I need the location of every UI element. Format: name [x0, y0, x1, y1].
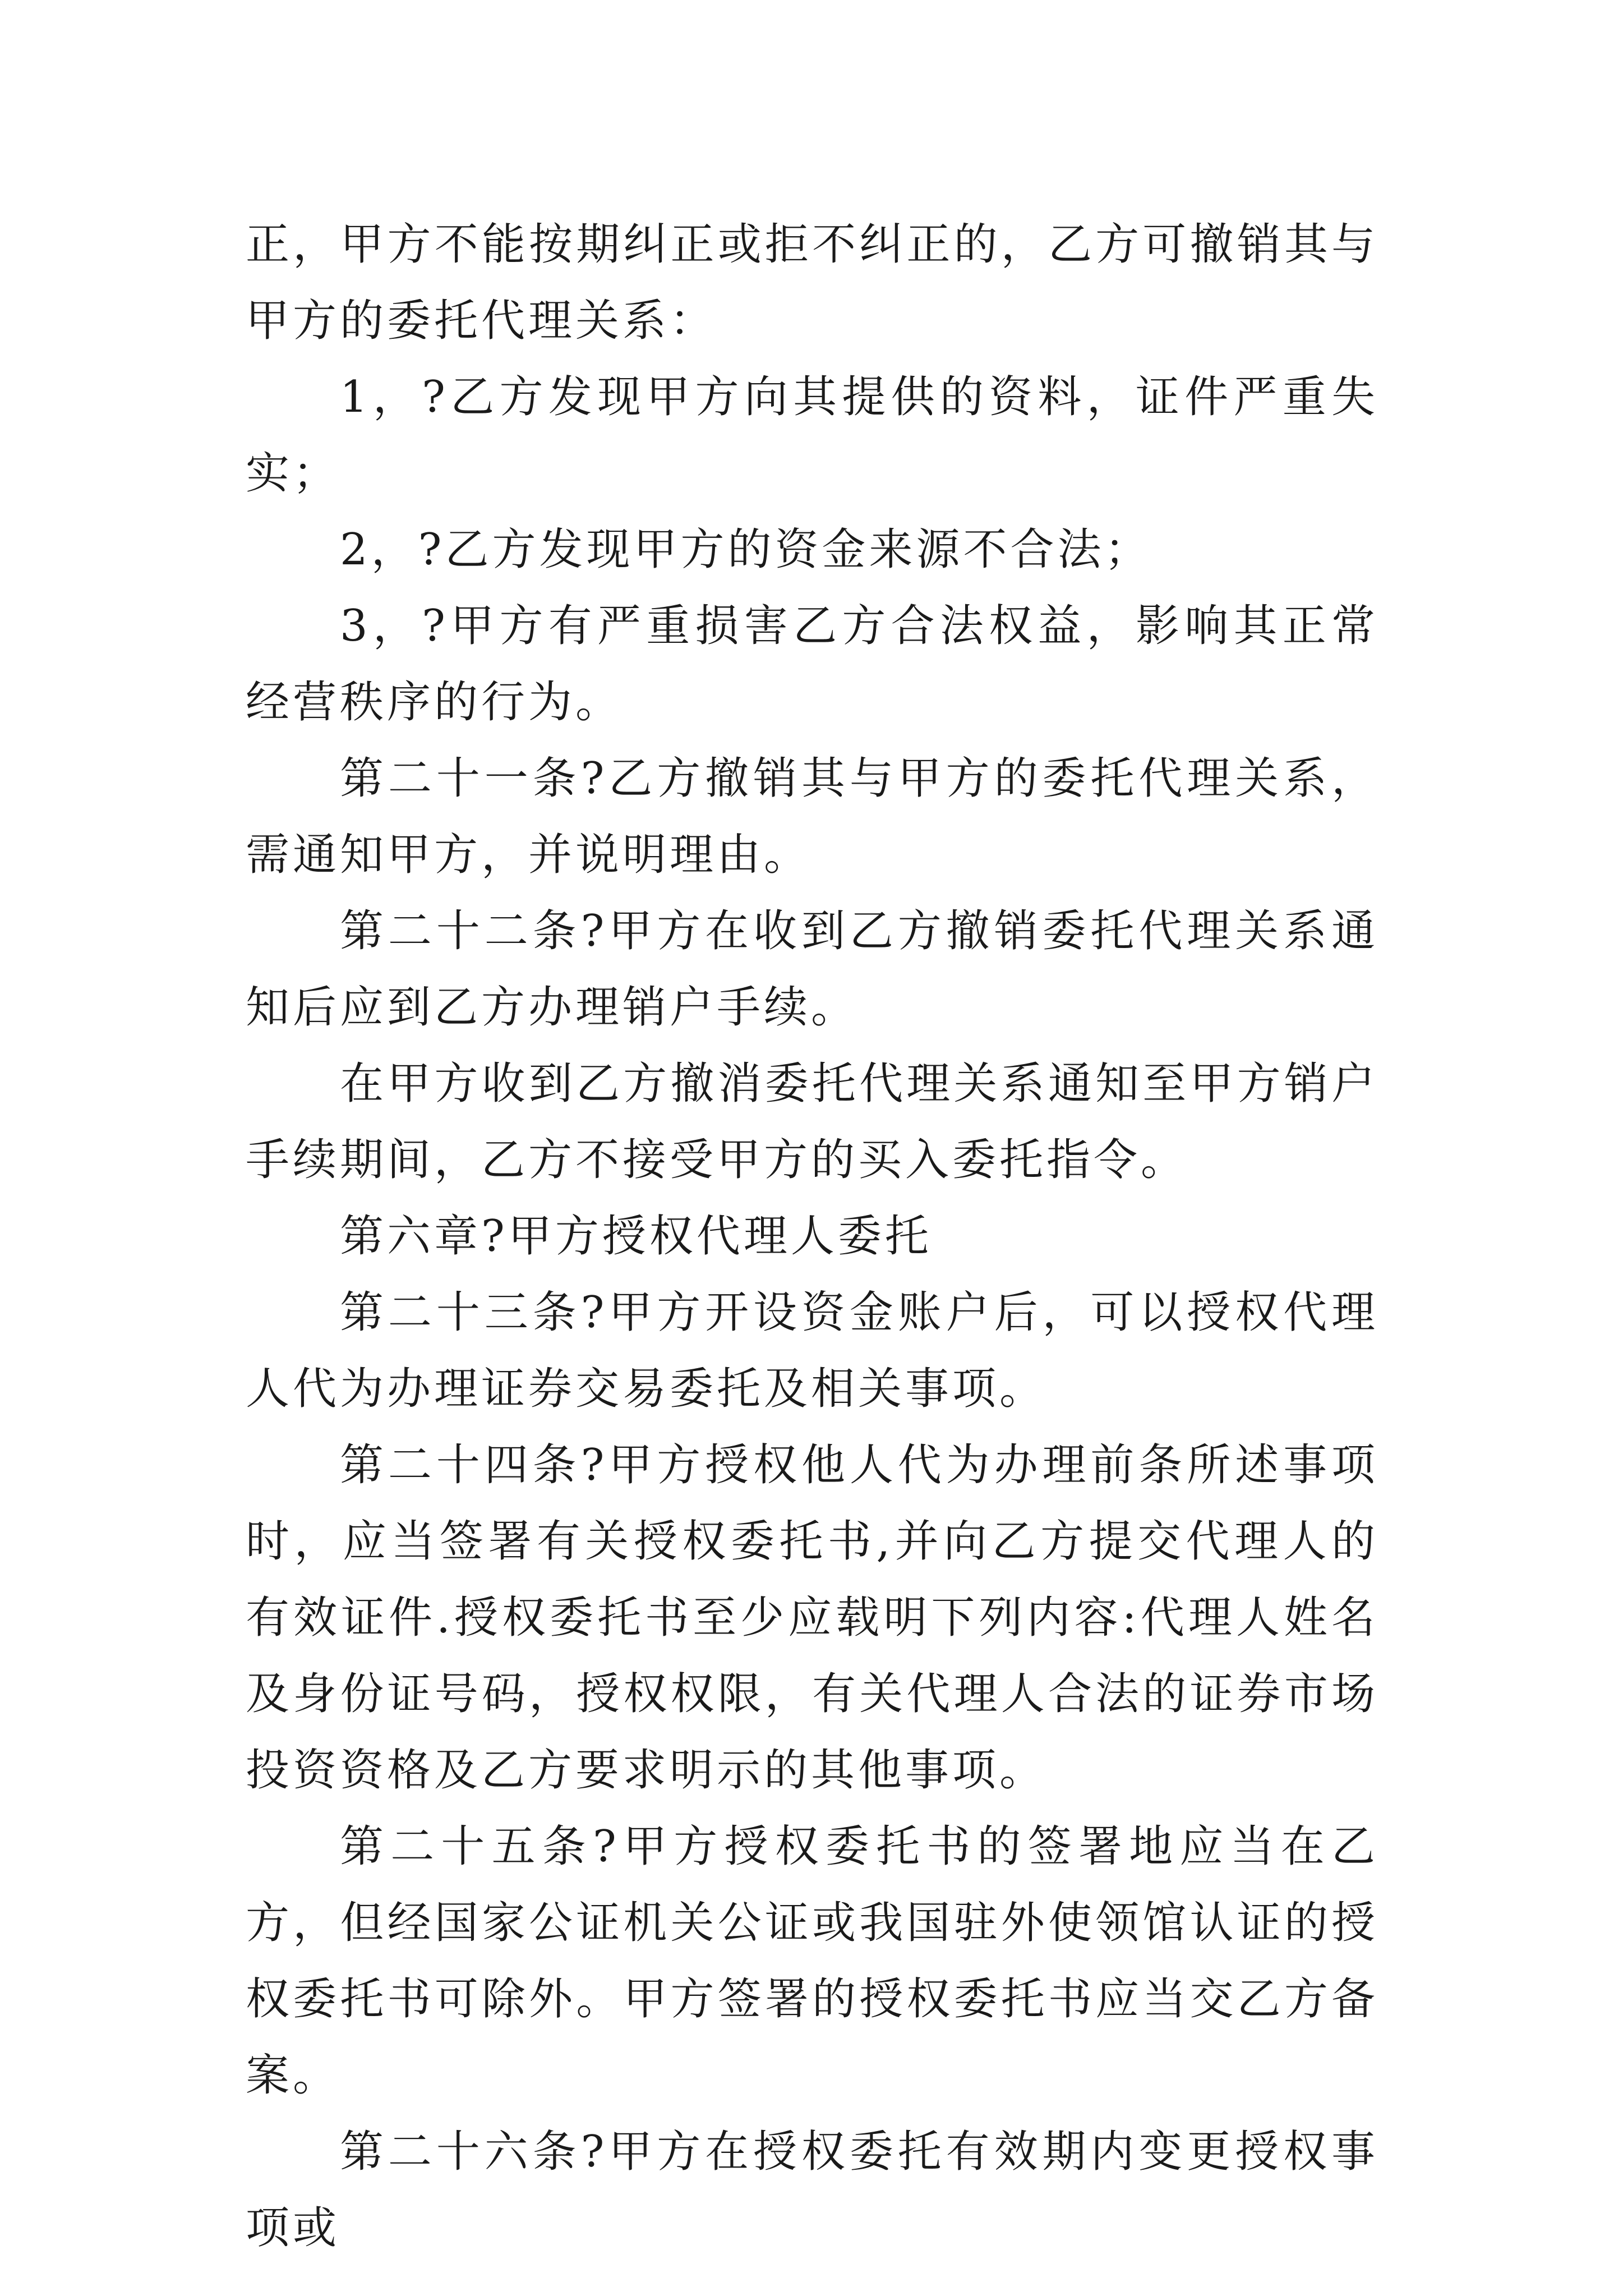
- list-item-3: 3，?甲方有严重损害乙方合法权益，影响其正常经营秩序的行为。: [246, 601, 1378, 728]
- list-item-1: 1，?乙方发现甲方向其提供的资料，证件严重失实；: [246, 372, 1378, 499]
- list-item-2: 2，?乙方发现甲方的资金来源不合法；: [340, 524, 1152, 575]
- article-22: 第二十二条?甲方在收到乙方撤销委托代理关系通知后应到乙方办理销户手续。: [246, 906, 1378, 1033]
- article-25: 第二十五条?甲方授权委托书的签署地应当在乙方，但经国家公证机关公证或我国驻外使领馆认证的授权委托书可除外。甲方签署的授权委托书应当交乙方备案。: [246, 1821, 1378, 2101]
- article-21: 第二十一条?乙方撤销其与甲方的委托代理关系，需通知甲方，并说明理由。: [246, 753, 1378, 880]
- article-26: 第二十六条?甲方在授权委托有效期内变更授权事项或: [246, 2127, 1378, 2253]
- document-body: [246, 206, 1378, 2266]
- article-22-paragraph-2: 在甲方收到乙方撤消委托代理关系通知至甲方销户手续期间，乙方不接受甲方的买入委托指令。: [246, 1059, 1378, 1185]
- article-24: 第二十四条?甲方授权他人代为办理前条所述事项时，应当签署有关授权委托书,并向乙方提交代理人的有效证件.授权委托书至少应载明下列内容:代理人姓名及身份证号码，授权权限，有关代理人合法的证券市场投资资格及乙方要求明示的其他事项。: [246, 1440, 1378, 1796]
- chapter-6-heading: 第六章?甲方授权代理人委托: [340, 1211, 932, 1262]
- paragraph-continuation: 正，甲方不能按期纠正或拒不纠正的，乙方可撤销其与甲方的委托代理关系：: [246, 219, 1378, 346]
- article-23: 第二十三条?甲方开设资金账户后，可以授权代理人代为办理证券交易委托及相关事项。: [246, 1287, 1378, 1414]
